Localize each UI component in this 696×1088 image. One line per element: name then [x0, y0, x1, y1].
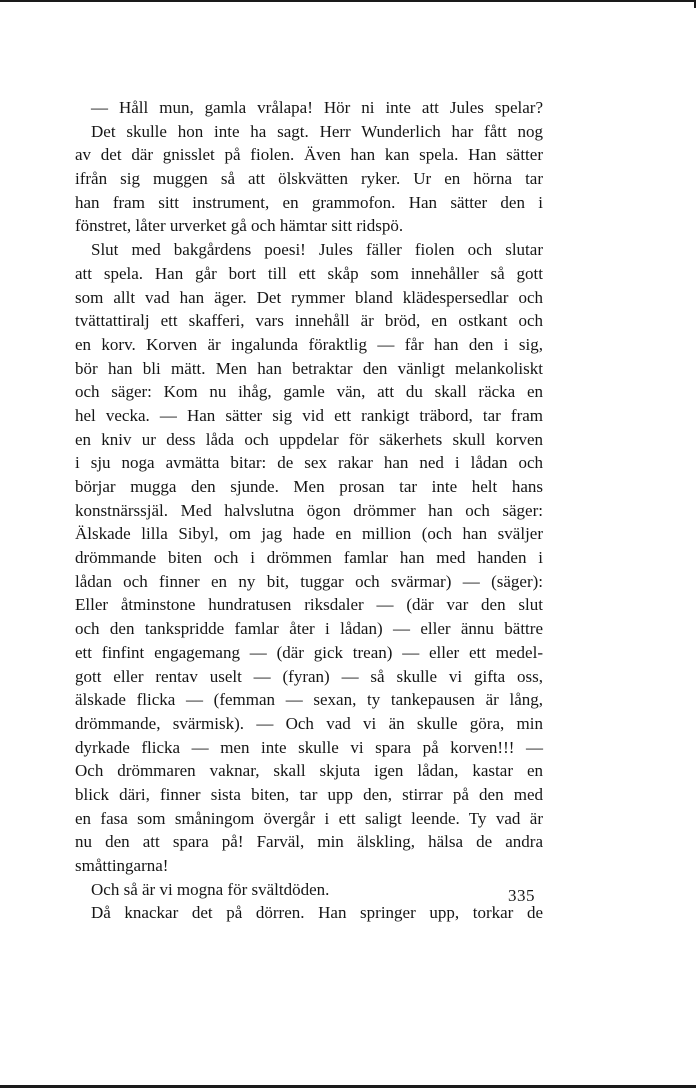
text-line: gott eller rentav uselt — (fyran) — så skulle vi gifta oss, [75, 666, 543, 686]
text-line: Eller åtminstone hundratusen riksdaler — (där var den slut [75, 595, 543, 615]
text-line: han fram sitt instrument, en grammofon. Han sätter den i [75, 192, 543, 212]
page-number: 335 [508, 886, 535, 905]
text-line: som allt vad han äger. Det rymmer bland klädespersedlar och [75, 287, 543, 307]
text-line: dyrkade flicka — men inte skulle vi spara på korven!!! — [75, 737, 543, 757]
text-line: en fasa som småningom övergår i ett saligt leende. Ty vad är [75, 808, 543, 828]
text-line: bör han bli mätt. Men han betraktar den vänligt melankoliskt [75, 358, 543, 378]
text-line: tvättattiralj ett skafferi, vars innehåll är bröd, en ostkant och [75, 311, 543, 331]
text-line: Och så är vi mogna för svältdöden. [91, 879, 330, 899]
text-line: en korv. Korven är ingalunda föraktlig — får han den i sig, [75, 334, 543, 354]
text-line: — Håll mun, gamla vrålapa! Hör ni inte att Jules spelar? [91, 98, 543, 117]
text-line: Älskade lilla Sibyl, om jag hade en million (och han sväljer [75, 524, 543, 544]
text-line: drömmande, svärmisk). — Och vad vi än skulle göra, min [75, 713, 543, 733]
text-line: älskade flicka — (femman — sexan, ty tankepausen är lång, [75, 690, 543, 710]
text-line: Och drömmaren vaknar, skall skjuta igen lådan, kastar en [75, 761, 543, 781]
text-line: hel vecka. — Han sätter sig vid ett rankigt träbord, tar fram [75, 405, 543, 425]
text-line: börjar mugga den sjunde. Men prosan tar inte helt hans [75, 477, 543, 496]
text-line: en kniv ur dess låda och uppdelar för säkerhets skull korven [75, 429, 543, 449]
text-line: fönstret, låter urverket gå och hämtar sitt ridspö. [75, 216, 404, 236]
text-line: av det där gnisslet på fiolen. Även han kan spela. Han sätter [75, 145, 543, 165]
text-line: Då knackar det på dörren. Han springer upp, torkar de [91, 903, 543, 923]
text-line: drömmande biten och i drömmen famlar han med handen i [75, 548, 543, 568]
text-line: och den tankspridde famlar åter i lådan) — eller ännu bättre [75, 619, 543, 639]
text-line: lådan och finner en ny bit, tuggar och svärmar) — (säger): [75, 571, 543, 591]
text-line: ifrån sig muggen så att ölskvätten ryker. Ur en hörna tar [75, 169, 543, 189]
text-line: och säger: Kom nu ihåg, gamle vän, att du skall räcka en [75, 382, 543, 402]
text-line: Slut med bakgårdens poesi! Jules fäller fiolen och slutar [91, 240, 543, 260]
text-line: att spela. Han går bort till ett skåp som innehåller så gott [75, 263, 543, 283]
top-border-line [0, 0, 696, 2]
body-text [75, 96, 543, 925]
text-line: i sju noga avmätta bitar: de sex rakar han ned i lådan och [75, 453, 543, 473]
text-line: småttingarna! [75, 856, 169, 875]
text-line: Det skulle hon inte ha sagt. Herr Wunderlich har fått nog [91, 121, 543, 141]
text-line: blick däri, finner sista biten, tar upp den, stirrar på den med [75, 784, 543, 804]
text-line: konstnärssjäl. Med halvslutna ögon drömmer han och säger: [75, 500, 543, 520]
text-line: nu den att spara på! Farväl, min älskling, hälsa de andra [75, 832, 543, 852]
text-line: ett finfint engagemang — (där gick trean) — eller ett medel- [75, 642, 543, 662]
